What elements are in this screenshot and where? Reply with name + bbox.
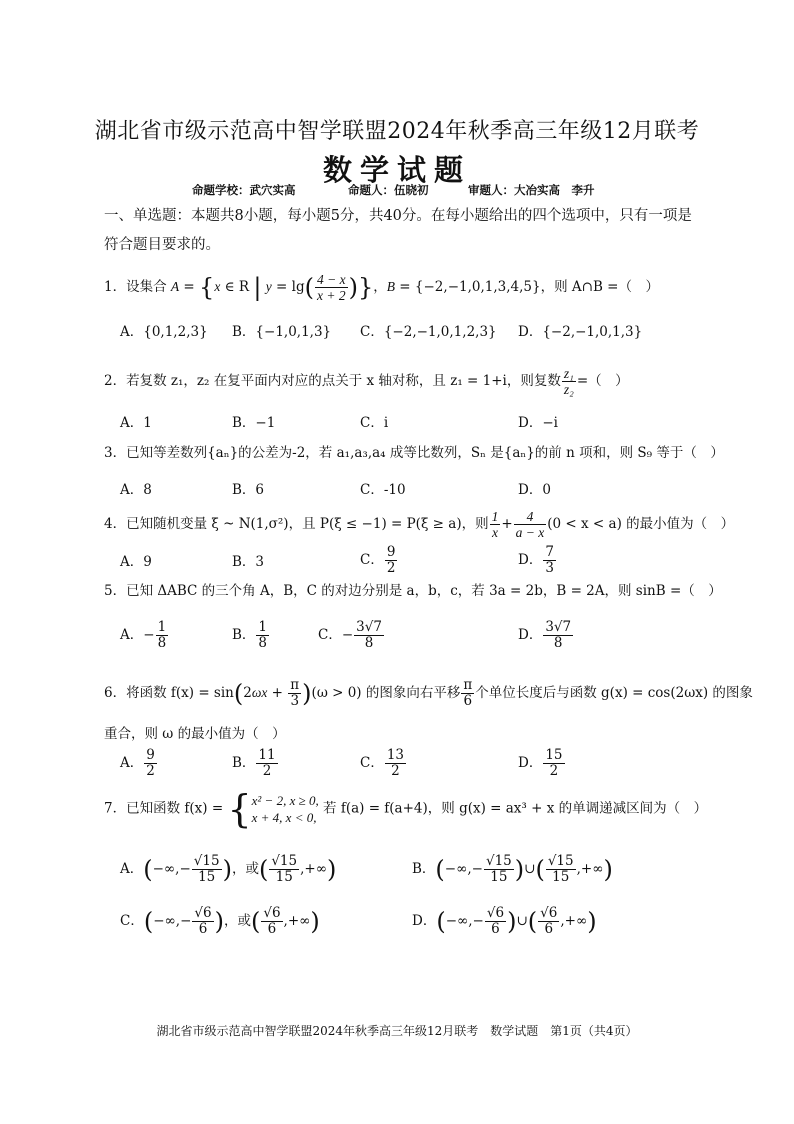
- q6-option-a: A． $\frac{9}{2}$: [120, 747, 155, 779]
- subject-title: 数学试题: [322, 153, 471, 187]
- question-1: 1．设集合 A = {x ∈ R | y = lg( $\frac{4 - x}{x + 2}$ )}，B = {−2,−1,0,1,3,4,5}，则 A∩B =（ ）: [104, 272, 659, 303]
- section-heading: 一、单选题：本题共8小题，每小题5分，共40分。在每小题给出的四个选项中，只有一项是符合题目要求的。: [104, 208, 692, 253]
- q5-option-c: C．− $\frac{3√7}{8}$: [318, 619, 382, 651]
- q3-option-b: B．6: [232, 482, 265, 498]
- question-author: 命题人：伍晓初: [348, 183, 429, 197]
- q3-option-a: A．8: [120, 482, 152, 498]
- q2-option-c: C．i: [360, 415, 389, 431]
- q1-option-b: B．{−1,0,1,3}: [232, 324, 332, 340]
- question-6-line-2: 重合，则 ω 的最小值为（ ）: [104, 726, 286, 742]
- q5-option-d: D． $\frac{3√7}{8}$: [518, 619, 572, 651]
- q5-option-a: A．− $\frac{1}{8}$: [120, 619, 167, 651]
- q4-option-b: B．3: [232, 554, 265, 570]
- q4-option-c: C． $\frac{9}{2}$: [360, 544, 396, 576]
- q6-option-d: D． $\frac{15}{2}$: [518, 747, 563, 779]
- question-4: 4．已知随机变量 ξ ~ N(1,σ²)，且 P(ξ ≤ −1) = P(ξ ≥ a)，则 $\frac{1}{x}$ + $\frac{4}{a - x}$ (0 < x < a) 的最小值为（ ）: [104, 509, 735, 540]
- page-footer: 湖北省市级示范高中智学联盟2024年秋季高三年级12月联考 数学试题 第1页（共4页）: [156, 1024, 638, 1038]
- question-2: 2．若复数 z₁，z₂ 在复平面内对应的点关于 x 轴对称，且 z₁ = 1+i，则复数 $\frac{\text{z₁}}{\text{z₂}}$ =（ ）: [104, 366, 629, 397]
- q1-option-a: A．{0,1,2,3}: [120, 324, 208, 340]
- question-6: 6．将函数 f(x) = sin(2ωx + $\frac{\pi}{3}$ )(ω > 0) 的图象向右平移 $\frac{\pi}{6}$ 个单位长度后与函数 g(x) = cos(2ωx) 的图象: [104, 677, 753, 709]
- q2-option-b: B．−1: [232, 415, 276, 431]
- q1-option-c: C．{−2,−1,0,1,2,3}: [360, 324, 497, 340]
- reviewer: 审题人：大冶实高 李升: [468, 183, 595, 197]
- q6-option-b: B． $\frac{11}{2}$: [232, 747, 276, 779]
- question-5: 5．已知 ΔABC 的三个角 A，B，C 的对边分别是 a，b，c，若 3a = 2b，B = 2A，则 sinB =（ ）: [104, 583, 722, 599]
- setting-school: 命题学校：武穴实高: [192, 183, 296, 197]
- q7-option-a: A．(−∞,− $\frac{√15}{15}$ )，或( $\frac{√15}{15}$ ,+∞): [120, 853, 337, 885]
- q7-option-b: B．(−∞,− $\frac{√15}{15}$ )∪( $\frac{√15}{15}$ ,+∞): [412, 853, 613, 885]
- q7-option-d: D．(−∞,− $\frac{√6}{6}$ )∪( $\frac{√6}{6}$ ,+∞): [412, 905, 597, 937]
- exam-title: 湖北省市级示范高中智学联盟2024年秋季高三年级12月联考: [94, 119, 700, 144]
- q3-option-c: C．-10: [360, 482, 406, 498]
- q2-option-d: D．−i: [518, 415, 558, 431]
- q4-option-a: A．9: [120, 554, 152, 570]
- q1-option-d: D．{−2,−1,0,1,3}: [518, 324, 643, 340]
- q4-option-d: D． $\frac{7}{3}$: [518, 544, 554, 576]
- q7-option-c: C．(−∞,− $\frac{√6}{6}$ )，或( $\frac{√6}{6}$ ,+∞): [120, 905, 320, 937]
- q3-option-d: D．0: [518, 482, 551, 498]
- q6-option-c: C． $\frac{13}{2}$: [360, 747, 405, 779]
- q2-option-a: A．1: [120, 415, 152, 431]
- question-7: 7．已知函数 f(x) = {x² − 2, x ≥ 0, x + 4, x < 0, 若 f(a) = f(a+4)，则 g(x) = ax³ + x 的单调递减区间为（ ）: [104, 787, 708, 831]
- question-3: 3．已知等差数列{aₙ}的公差为-2，若 a₁,a₃,a₄ 成等比数列，Sₙ 是{aₙ}的前 n 项和，则 S₉ 等于（ ）: [104, 445, 724, 461]
- q5-option-b: B． $\frac{1}{8}$: [232, 619, 268, 651]
